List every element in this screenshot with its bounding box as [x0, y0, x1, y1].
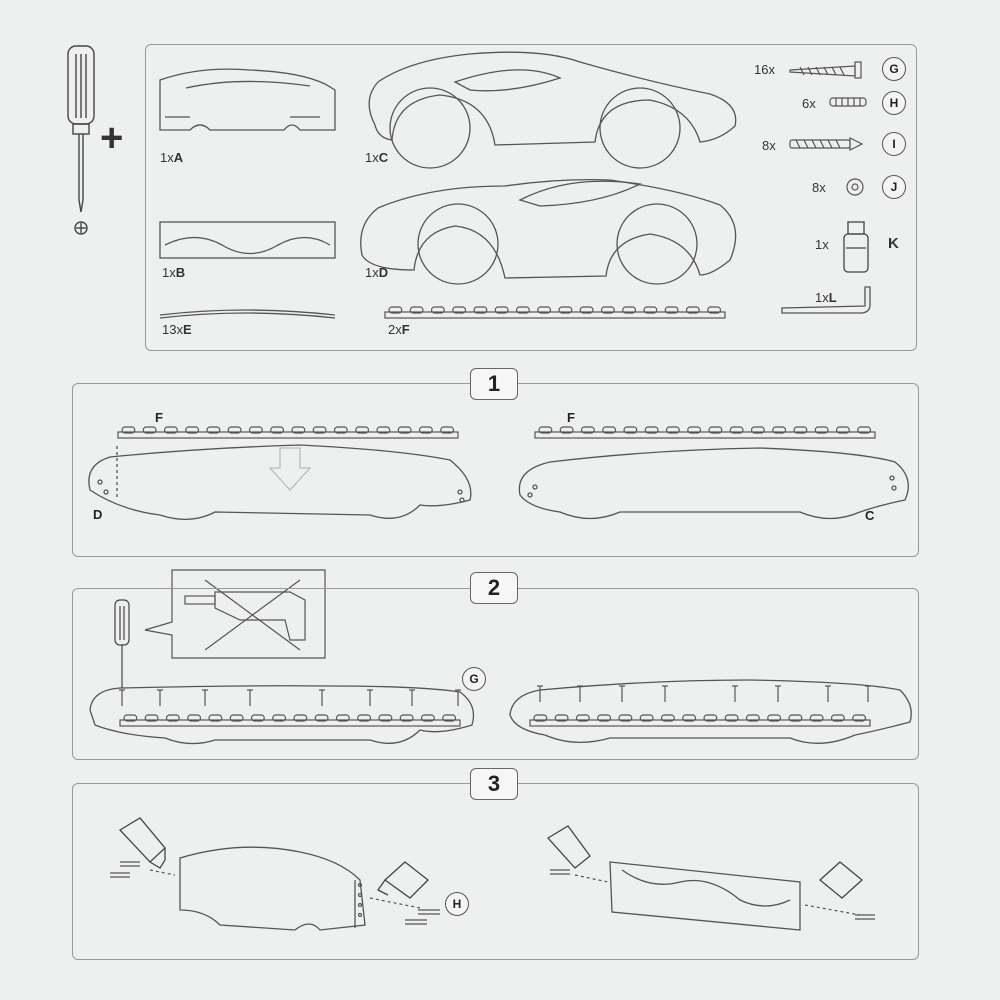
- part-J-qty: 8x: [812, 180, 826, 195]
- part-G-letter: G: [882, 57, 906, 81]
- part-A-label: 1xA: [160, 150, 184, 165]
- step1-panel-left-label: D: [93, 507, 103, 522]
- plus-sign: +: [100, 116, 124, 160]
- part-E-label: 13xE: [162, 322, 192, 337]
- part-I-letter: I: [882, 132, 906, 156]
- parts-panel: [145, 44, 917, 351]
- part-J-letter: J: [882, 175, 906, 199]
- screwdriver-icon: [68, 46, 94, 234]
- step3-panel: [72, 783, 919, 960]
- step1-rail-left-label: F: [155, 410, 163, 425]
- step2-panel: [72, 588, 919, 760]
- part-H-letter: H: [882, 91, 906, 115]
- step1-rail-right-label: F: [567, 410, 575, 425]
- step3-screw-label: H: [445, 892, 469, 916]
- part-I-qty: 8x: [762, 138, 776, 153]
- step1-panel: [72, 383, 919, 557]
- step2-number: 2: [470, 572, 518, 604]
- part-B-label: 1xB: [162, 265, 186, 280]
- step3-number: 3: [470, 768, 518, 800]
- part-C-label: 1xC: [365, 150, 389, 165]
- part-K-letter: K: [888, 235, 899, 252]
- part-G-qty: 16x: [754, 62, 775, 77]
- part-F-label: 2xF: [388, 322, 410, 337]
- step1-panel-right-label: C: [865, 508, 875, 523]
- part-L-label: 1xL: [815, 290, 837, 305]
- step1-number: 1: [470, 368, 518, 400]
- part-H-qty: 6x: [802, 96, 816, 111]
- step2-screw-label: G: [462, 667, 486, 691]
- part-D-label: 1xD: [365, 265, 389, 280]
- part-K-label: 1x: [815, 237, 829, 252]
